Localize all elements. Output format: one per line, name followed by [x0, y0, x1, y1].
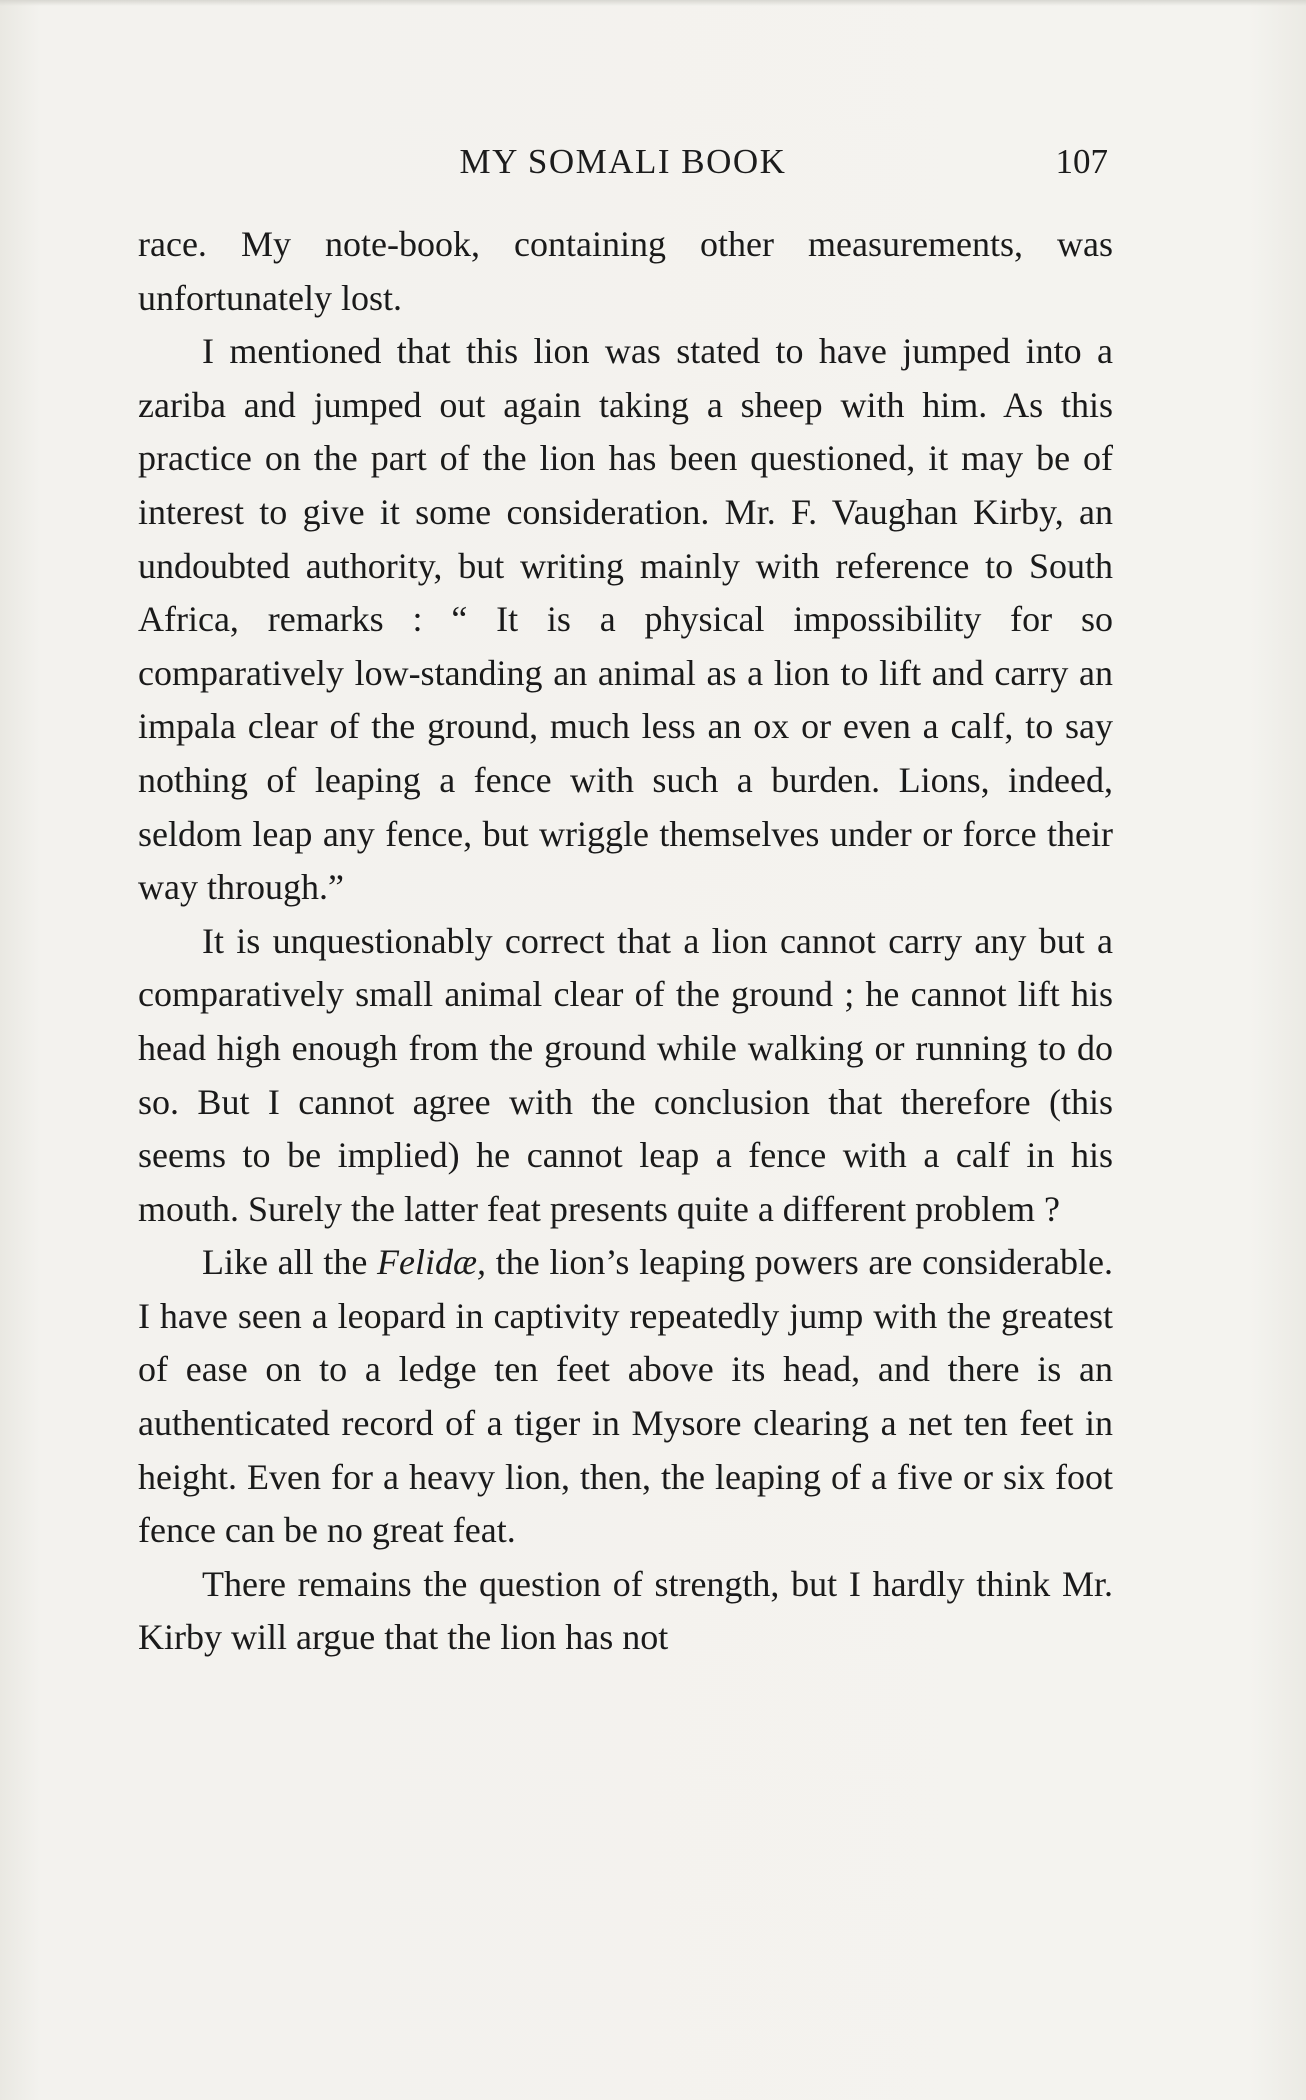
paragraph-continued: race. My note-book, containing other measurements, was unfortunately lost.: [138, 224, 1113, 318]
paragraph-felidae: [138, 1236, 1113, 1558]
paragraph-carry: It is unquestionably correct that a lion cannot carry any but a comparatively small animal clear of the ground ; he cannot lift his head high enough from the ground while walking or running to do so. But I cannot agree with the conclusion that therefore (this seems to be implied) he cannot leap a fence with a calf in his mouth. Surely the latter feat presents quite a different problem ?: [138, 920, 1113, 1229]
body-text: [138, 218, 1113, 1665]
running-head: [138, 142, 1108, 192]
running-title: MY SOMALI BOOK: [459, 142, 787, 181]
paragraph-felidae-rest: the lion’s leaping powers are considerable. I have seen a leopard in captivity repeatedly jump with the greatest of ease on to a ledge ten feet above its head, and there is an authenticated record of a tiger in Mysore clearing a net ten feet in height. Even for a heavy lion, then, the leaping of a five or six foot fence can be no great feat.: [138, 1242, 1113, 1551]
paragraph-strength: There remains the question of strength, but I hardly think Mr. Kirby will argue that the lion has not: [138, 1563, 1113, 1658]
paragraph-zariba: I mentioned that this lion was stated to have jumped into a zariba and jumped out again taking a sheep with him. As this practice on the part of the lion has been questioned, it may be of interest to give it some consideration. Mr. F. Vaughan Kirby, an undoubted authority, but writing mainly with reference to South Africa, remarks : “ It is a physical impossibility for so comparatively low-standing an animal as a lion to lift and carry an impala clear of the ground, much less an ox or even a calf, to say nothing of leaping a fence with such a burden. Lions, indeed, seldom leap any fence, but wriggle themselves under or force their way through.”: [138, 331, 1113, 908]
paragraph-felidae-start: Like all the: [202, 1242, 378, 1283]
page-number: 107: [1055, 142, 1108, 181]
page-top-edge: [0, 0, 1306, 6]
felidae-italic: Felidæ,: [377, 1242, 487, 1283]
